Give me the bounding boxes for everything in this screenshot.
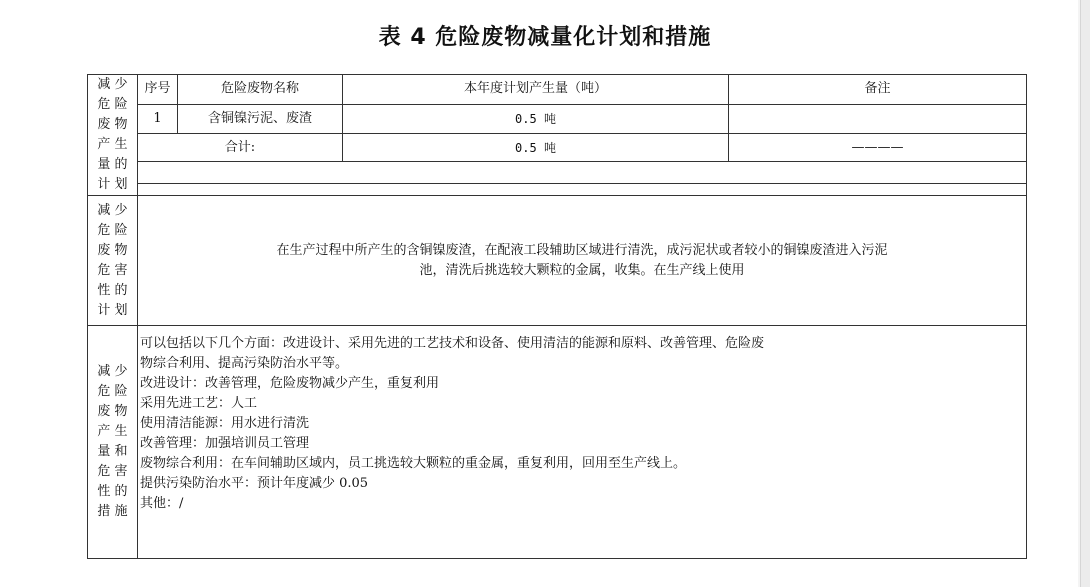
label-line: 危 险 bbox=[97, 97, 128, 112]
label-line: 计 划 bbox=[97, 177, 128, 192]
header-no: 序号 bbox=[138, 75, 178, 105]
label-line: 废 物 bbox=[97, 117, 128, 132]
section2-label bbox=[88, 196, 138, 326]
page-edge bbox=[1080, 0, 1090, 587]
total-label: 合计: bbox=[138, 133, 343, 162]
measure-line: 物综合利用、提高污染防治水平等。 bbox=[140, 356, 349, 371]
label-line: 废 物 bbox=[97, 404, 128, 419]
total-row bbox=[88, 133, 1027, 162]
measure-line: 提供污染防治水平：预计年度减少 0.05 bbox=[140, 476, 369, 491]
row-name: 含铜镍污泥、废渣 bbox=[178, 104, 343, 133]
section3-measures bbox=[138, 326, 1027, 559]
measure-line: 采用先进工艺：人工 bbox=[140, 396, 258, 411]
spacer-cell bbox=[138, 184, 1027, 196]
label-line: 危 险 bbox=[97, 222, 128, 238]
label-line: 减 少 bbox=[97, 77, 128, 92]
blank-cell bbox=[138, 162, 1027, 184]
section2-text bbox=[138, 196, 1027, 326]
measure-line: 可以包括以下几个方面：改进设计、采用先进的工艺技术和设备、使用清洁的能源和原料、改善管理、危险废 bbox=[140, 336, 765, 351]
header-row bbox=[88, 75, 1027, 105]
row-no: 1 bbox=[138, 104, 178, 133]
section1-label bbox=[88, 75, 138, 196]
measure-line: 废物综合利用：在车间辅助区域内，员工挑选较大颗粒的重金属，重复利用，回用至生产线上。 bbox=[140, 456, 687, 471]
section3-row bbox=[88, 326, 1027, 559]
total-remark: ———— bbox=[729, 133, 1027, 162]
section3-label bbox=[88, 326, 138, 559]
label-line: 危 害 bbox=[97, 464, 128, 479]
page-title: 表 4 危险废物减量化计划和措施 bbox=[378, 25, 712, 50]
label-line: 产 生 bbox=[97, 137, 128, 152]
label-line: 性 的 bbox=[97, 282, 128, 298]
measure-line: 使用清洁能源：用水进行清洗 bbox=[140, 416, 310, 431]
measure-line: 其他：/ bbox=[140, 496, 184, 511]
table-row bbox=[88, 104, 1027, 133]
total-amount: 0.5 吨 bbox=[343, 133, 729, 162]
label-line: 危 害 bbox=[97, 262, 128, 278]
row-amount: 0.5 吨 bbox=[343, 104, 729, 133]
label-line: 减 少 bbox=[97, 202, 128, 218]
label-line: 减 少 bbox=[97, 364, 128, 379]
header-amount: 本年度计划产生量（吨） bbox=[343, 75, 729, 105]
row-remark bbox=[729, 104, 1027, 133]
section2-line: 池，清洗后挑选较大颗粒的金属，收集。在生产线上使用 bbox=[419, 262, 745, 278]
spacer-row bbox=[88, 184, 1027, 196]
label-line: 量 和 bbox=[97, 444, 128, 459]
label-line: 量 的 bbox=[97, 157, 128, 172]
label-line: 危 险 bbox=[97, 384, 128, 399]
measure-line: 改进设计：改善管理，危险废物减少产生，重复利用 bbox=[140, 376, 440, 391]
blank-row bbox=[88, 162, 1027, 184]
label-line: 性 的 bbox=[97, 484, 128, 499]
label-line: 计 划 bbox=[97, 302, 128, 318]
measure-line: 改善管理：加强培训员工管理 bbox=[140, 436, 310, 451]
section2-row bbox=[88, 196, 1027, 326]
section2-line: 在生产过程中所产生的含铜镍废渣，在配液工段辅助区域进行清洗，成污泥状或者较小的铜镍废渣进入污泥 bbox=[276, 242, 888, 258]
header-name: 危险废物名称 bbox=[178, 75, 343, 105]
header-remark: 备注 bbox=[729, 75, 1027, 105]
label-line: 产 生 bbox=[97, 424, 128, 439]
label-line: 措 施 bbox=[97, 504, 128, 519]
reduction-plan-table bbox=[87, 74, 1027, 559]
label-line: 废 物 bbox=[97, 242, 128, 258]
